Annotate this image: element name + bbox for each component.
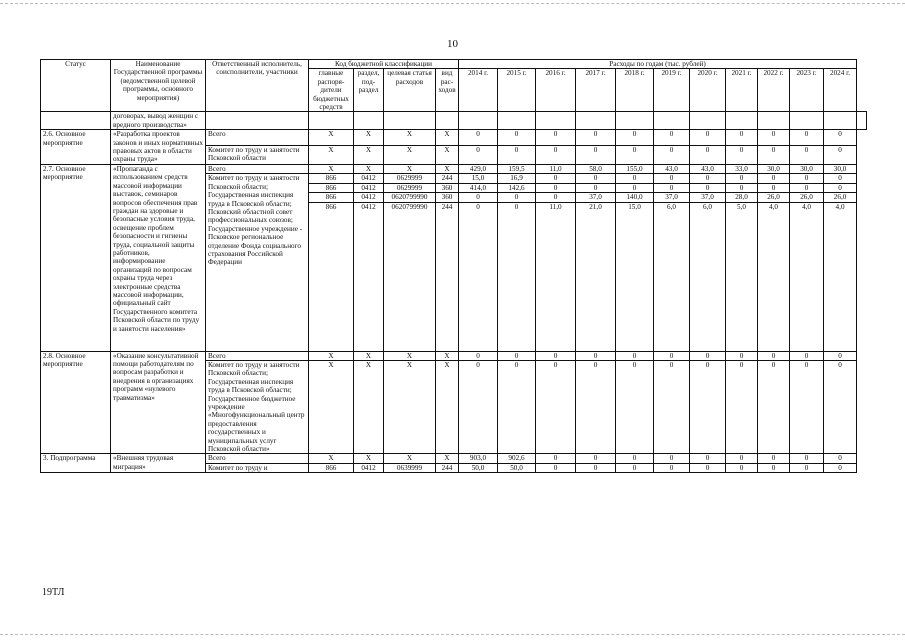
- code-cell: X: [384, 130, 436, 146]
- code-cell: X: [384, 454, 436, 463]
- code-cell: X: [384, 145, 436, 164]
- value-cell: 0: [498, 351, 536, 360]
- scan-edge-top: [0, 3, 905, 4]
- code-cell: X: [384, 360, 436, 453]
- code-cell: X: [436, 454, 459, 463]
- value-cell: 142,6: [498, 183, 536, 192]
- code-cell: X: [436, 145, 459, 164]
- value-cell: 0: [758, 145, 790, 164]
- value-cell: 15,0: [459, 174, 498, 183]
- value-cell: 26,0: [758, 193, 790, 202]
- value-cell: 0: [459, 351, 498, 360]
- header-code-section: раздел, под-раздел: [354, 69, 384, 112]
- value-cell: 0: [824, 454, 857, 463]
- value-cell: 0: [790, 130, 824, 146]
- value-cell: 0: [616, 360, 654, 453]
- header-code-grbs: главные распоря-дители бюджетных средств: [309, 69, 354, 112]
- code-cell: 0412: [354, 183, 384, 192]
- header-expenses-group: Расходы по годам (тыс. рублей): [459, 60, 857, 69]
- value-cell: 0: [498, 193, 536, 202]
- code-cell: 360: [436, 183, 459, 192]
- value-cell: 0: [459, 193, 498, 202]
- code-cell: 866: [309, 183, 354, 192]
- value-cell: 0: [536, 360, 576, 453]
- header-year: 2022 г.: [758, 69, 790, 112]
- value-cell: 26,0: [790, 193, 824, 202]
- value-cell: 0: [824, 183, 857, 192]
- code-cell: 360: [436, 193, 459, 202]
- value-cell: 0: [459, 130, 498, 146]
- table-row: [41, 164, 867, 173]
- value-cell: 0: [758, 183, 790, 192]
- code-cell: 866: [309, 202, 354, 351]
- resp-cell: Всего: [206, 351, 309, 360]
- code-cell: X: [309, 454, 354, 463]
- value-cell: 37,0: [576, 193, 616, 202]
- header-code-group: Код бюджетной классификации: [309, 60, 459, 69]
- resp-cell: Всего: [206, 164, 309, 173]
- header-year: 2024 г.: [824, 69, 857, 112]
- value-cell: 0: [654, 351, 690, 360]
- code-cell: 0412: [354, 193, 384, 202]
- header-name: Наименование Государственной программы (ведомственной целевой программы, основного мероприятия): [111, 60, 206, 112]
- header-year: 2020 г.: [690, 69, 726, 112]
- resp-cell: Всего: [206, 454, 309, 463]
- value-cell: 902,6: [498, 454, 536, 463]
- value-cell: 0: [790, 183, 824, 192]
- header-year: 2017 г.: [576, 69, 616, 112]
- header-responsible: Ответственный исполнитель, соисполнители, участники: [206, 60, 309, 112]
- value-cell: 0: [616, 174, 654, 183]
- code-cell: X: [354, 145, 384, 164]
- value-cell: 0: [726, 351, 758, 360]
- value-cell: 0: [690, 454, 726, 463]
- table-row: [41, 351, 867, 360]
- header-year: 2015 г.: [498, 69, 536, 112]
- status-cell: 2.8. Основное мероприятие: [41, 351, 111, 454]
- value-cell: 0: [824, 351, 857, 360]
- code-cell: 0629999: [384, 174, 436, 183]
- header-code-kind: вид рас-ходов: [436, 69, 459, 112]
- code-cell: X: [436, 164, 459, 173]
- value-cell: 0: [459, 360, 498, 453]
- value-cell: 5,0: [726, 202, 758, 351]
- value-cell: 26,0: [824, 193, 857, 202]
- value-cell: 0: [498, 145, 536, 164]
- code-cell: 0412: [354, 463, 384, 472]
- value-cell: 0: [536, 130, 576, 146]
- value-cell: 0: [616, 145, 654, 164]
- value-cell: 0: [536, 183, 576, 192]
- header-year: 2019 г.: [654, 69, 690, 112]
- value-cell: 37,0: [654, 193, 690, 202]
- value-cell: 0: [616, 130, 654, 146]
- value-cell: 0: [726, 183, 758, 192]
- code-cell: X: [309, 145, 354, 164]
- value-cell: 0: [654, 454, 690, 463]
- code-cell: X: [354, 130, 384, 146]
- page-number: 10: [447, 38, 458, 50]
- status-cell: 2.6. Основное мероприятие: [41, 130, 111, 165]
- value-cell: 4,0: [790, 202, 824, 351]
- value-cell: 0: [498, 130, 536, 146]
- resp-cell: Всего: [206, 130, 309, 146]
- value-cell: 0: [690, 183, 726, 192]
- value-cell: 0: [758, 360, 790, 453]
- value-cell: 429,0: [459, 164, 498, 173]
- value-cell: 0: [726, 174, 758, 183]
- value-cell: 0: [654, 145, 690, 164]
- value-cell: 0: [758, 130, 790, 146]
- value-cell: 6,0: [690, 202, 726, 351]
- code-cell: X: [436, 130, 459, 146]
- value-cell: 0: [654, 130, 690, 146]
- value-cell: 414,0: [459, 183, 498, 192]
- value-cell: 155,0: [616, 164, 654, 173]
- value-cell: 0: [726, 463, 758, 472]
- value-cell: 0: [654, 183, 690, 192]
- value-cell: 0: [824, 130, 857, 146]
- code-cell: 0412: [354, 174, 384, 183]
- value-cell: 43,0: [690, 164, 726, 173]
- value-cell: 30,0: [824, 164, 857, 173]
- value-cell: 0: [616, 463, 654, 472]
- value-cell: 0: [536, 351, 576, 360]
- resp-cell: Комитет по труду и: [206, 463, 309, 472]
- value-cell: 0: [536, 454, 576, 463]
- value-cell: 0: [576, 183, 616, 192]
- resp-cell: Комитет по труду и занятости Псковской области: [206, 145, 309, 164]
- value-cell: 0: [726, 360, 758, 453]
- value-cell: 33,0: [726, 164, 758, 173]
- code-cell: 244: [436, 202, 459, 351]
- code-cell: X: [309, 360, 354, 453]
- code-cell: 244: [436, 463, 459, 472]
- value-cell: 28,0: [726, 193, 758, 202]
- value-cell: 0: [824, 145, 857, 164]
- value-cell: 0: [726, 454, 758, 463]
- value-cell: 0: [616, 183, 654, 192]
- header-year: 2018 г.: [616, 69, 654, 112]
- code-cell: X: [354, 454, 384, 463]
- value-cell: 0: [576, 463, 616, 472]
- resp-cell: Комитет по труду и занятости Псковской области; Государственная инспекция труда в Псковской области; Псковский областной совет профессиональных союзов; Государственное учреждение - Псковское региональное отделение Фонда социального страхования Российской Федерации: [206, 174, 309, 351]
- name-cell: «Пропаганда с использованием средств массовой информации выставок, семинаров вопросов обеспечения прав граждан на здоровые и безопасные условия труда, освещение проблем безопасности и гигиены труда, социальной защиты работников, информирование организаций по вопросам охраны труда через электронные средства массовой информации, официальный сайт Государственного комитета Псковской области по труду и занятости населения»: [111, 164, 206, 351]
- code-cell: X: [309, 130, 354, 146]
- value-cell: 0: [790, 174, 824, 183]
- value-cell: 0: [824, 360, 857, 453]
- value-cell: 159,5: [498, 164, 536, 173]
- value-cell: 0: [536, 174, 576, 183]
- value-cell: 0: [790, 351, 824, 360]
- value-cell: 0: [536, 193, 576, 202]
- code-cell: 866: [309, 193, 354, 202]
- value-cell: 4,0: [824, 202, 857, 351]
- value-cell: 15,0: [616, 202, 654, 351]
- value-cell: 0: [726, 130, 758, 146]
- name-cell: «Внешняя трудовая миграция»: [111, 454, 206, 473]
- value-cell: 0: [758, 174, 790, 183]
- status-cell: 2.7. Основное мероприятие: [41, 164, 111, 351]
- value-cell: 0: [690, 145, 726, 164]
- value-cell: 0: [654, 360, 690, 453]
- value-cell: 140,0: [616, 193, 654, 202]
- value-cell: 0: [790, 454, 824, 463]
- code-cell: X: [384, 351, 436, 360]
- value-cell: 0: [824, 463, 857, 472]
- code-cell: 0412: [354, 202, 384, 351]
- code-cell: X: [354, 360, 384, 453]
- header-year: 2021 г.: [726, 69, 758, 112]
- code-cell: X: [354, 164, 384, 173]
- value-cell: 0: [576, 145, 616, 164]
- value-cell: 0: [758, 463, 790, 472]
- value-cell: 58,0: [576, 164, 616, 173]
- value-cell: 6,0: [654, 202, 690, 351]
- value-cell: 30,0: [758, 164, 790, 173]
- value-cell: 4,0: [758, 202, 790, 351]
- value-cell: 903,0: [459, 454, 498, 463]
- value-cell: 0: [616, 454, 654, 463]
- header-status: Статус: [41, 60, 111, 112]
- value-cell: 0: [654, 463, 690, 472]
- code-cell: X: [436, 351, 459, 360]
- code-cell: 0629999: [384, 183, 436, 192]
- value-cell: 0: [790, 145, 824, 164]
- resp-cell: Комитет по труду и занятости Псковской области; Государственная инспекция труда в Псковской области; Государственное бюджетное учреждение «Многофункциональный центр предоставления государственных и муниципальных услуг Псковской области»: [206, 360, 309, 453]
- value-cell: 0: [726, 145, 758, 164]
- code-cell: X: [309, 351, 354, 360]
- value-cell: 30,0: [790, 164, 824, 173]
- value-cell: 0: [790, 360, 824, 453]
- value-cell: 0: [690, 130, 726, 146]
- value-cell: 21,0: [576, 202, 616, 351]
- value-cell: 0: [616, 351, 654, 360]
- code-cell: 244: [436, 174, 459, 183]
- value-cell: 0: [758, 454, 790, 463]
- code-cell: X: [384, 164, 436, 173]
- value-cell: 0: [576, 360, 616, 453]
- header-code-target: целевая статья расходов: [384, 69, 436, 112]
- value-cell: 0: [690, 463, 726, 472]
- value-cell: 11,0: [536, 202, 576, 351]
- value-cell: 0: [576, 130, 616, 146]
- header-year: 2014 г.: [459, 69, 498, 112]
- value-cell: 0: [690, 351, 726, 360]
- value-cell: 0: [536, 145, 576, 164]
- code-cell: X: [354, 351, 384, 360]
- value-cell: 0: [498, 360, 536, 453]
- value-cell: 0: [824, 174, 857, 183]
- footer-code: 19ТЛ: [42, 587, 65, 598]
- header-year: 2023 г.: [790, 69, 824, 112]
- header-year: 2016 г.: [536, 69, 576, 112]
- table-row: [41, 454, 867, 463]
- value-cell: 43,0: [654, 164, 690, 173]
- code-cell: 866: [309, 463, 354, 472]
- code-cell: 0620799990: [384, 202, 436, 351]
- value-cell: 0: [576, 454, 616, 463]
- code-cell: 866: [309, 174, 354, 183]
- value-cell: 50,0: [498, 463, 536, 472]
- name-cell: договорах, вывод женщин с вредного производства»: [111, 112, 206, 130]
- value-cell: 0: [758, 351, 790, 360]
- value-cell: 0: [690, 174, 726, 183]
- value-cell: 0: [498, 202, 536, 351]
- value-cell: 50,0: [459, 463, 498, 472]
- scan-edge-bottom: [0, 634, 905, 635]
- value-cell: 11,0: [536, 164, 576, 173]
- name-cell: «Оказание консультативной помощи работодателям по вопросам разработки и внедрения в организациях программ «нулевого травматизма»: [111, 351, 206, 454]
- value-cell: 0: [459, 202, 498, 351]
- value-cell: 0: [576, 174, 616, 183]
- value-cell: 0: [576, 351, 616, 360]
- value-cell: 0: [654, 174, 690, 183]
- value-cell: 0: [459, 145, 498, 164]
- value-cell: 0: [536, 463, 576, 472]
- code-cell: X: [309, 164, 354, 173]
- code-cell: 0639999: [384, 463, 436, 472]
- budget-table: [40, 59, 867, 473]
- value-cell: 37,0: [690, 193, 726, 202]
- code-cell: X: [436, 360, 459, 453]
- status-cell: 3. Подпрограмма: [41, 454, 111, 473]
- table-body: [41, 112, 867, 473]
- code-cell: 0620799990: [384, 193, 436, 202]
- table-row: [41, 130, 867, 146]
- continuation-row: [41, 112, 867, 130]
- name-cell: «Разработка проектов законов и иных нормативных правовых актов в области охраны труда»: [111, 130, 206, 165]
- value-cell: 0: [790, 463, 824, 472]
- value-cell: 16,9: [498, 174, 536, 183]
- value-cell: 0: [690, 360, 726, 453]
